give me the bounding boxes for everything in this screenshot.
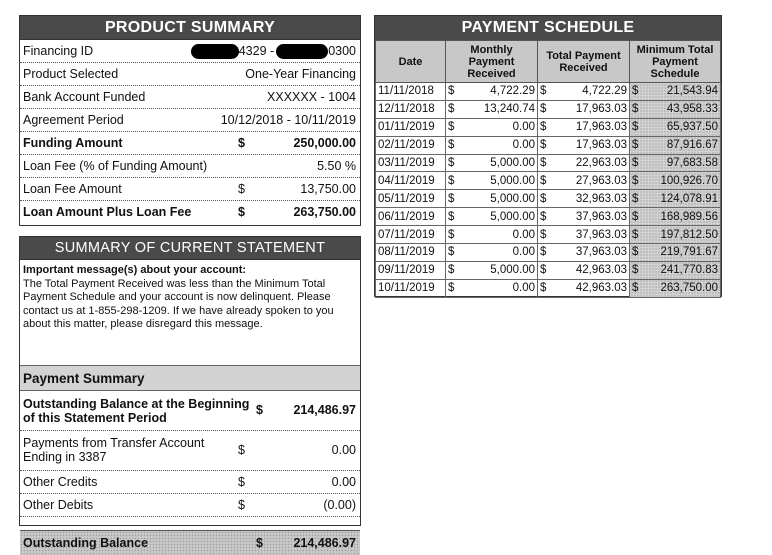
payment-schedule-panel <box>374 15 722 297</box>
schedule-date-cell: 10/11/2019 <box>376 279 446 297</box>
currency-symbol: $ <box>632 157 639 169</box>
redaction-bar <box>191 44 239 59</box>
total-payment-cell <box>538 279 630 297</box>
spacer <box>20 517 360 531</box>
payment-summary-heading: Payment Summary <box>20 365 360 391</box>
currency-symbol: $ <box>448 282 455 295</box>
header-date: Date <box>376 41 446 83</box>
total-payment-cell <box>538 172 630 190</box>
minimum-total-value: 197,812.50 <box>660 228 718 241</box>
monthly-payment-value: 0.00 <box>512 121 535 134</box>
product-selected-row <box>20 63 360 86</box>
schedule-header-row <box>376 41 721 83</box>
total-payment-cell <box>538 261 630 279</box>
currency-symbol: $ <box>540 85 547 98</box>
minimum-total-cell <box>630 118 721 136</box>
currency-symbol: $ <box>540 282 547 295</box>
other-debits-row <box>20 494 360 517</box>
minimum-total-value: 21,543.94 <box>666 85 718 98</box>
currency-symbol: $ <box>448 85 455 98</box>
loan-fee-amount-value: 13,750.00 <box>300 182 356 196</box>
message-title: Important message(s) about your account: <box>23 264 247 276</box>
currency-symbol: $ <box>632 210 639 223</box>
outstanding-balance-row <box>20 531 360 555</box>
currency-symbol: $ <box>448 228 455 241</box>
minimum-total-cell <box>630 136 721 154</box>
currency-symbol: $ <box>540 157 547 169</box>
total-payment-value: 27,963.03 <box>575 174 627 187</box>
total-payment-cell <box>538 208 630 226</box>
total-payment-cell <box>538 118 630 136</box>
loan-plus-fee-value: 263,750.00 <box>293 205 356 219</box>
schedule-date-cell: 03/11/2019 <box>376 154 446 172</box>
other-debits-label: Other Debits <box>23 498 94 512</box>
loan-plus-fee-currency: $ <box>238 205 245 219</box>
monthly-payment-value: 5,000.00 <box>490 210 535 223</box>
minimum-total-cell <box>630 172 721 190</box>
agreement-period-row <box>20 109 360 132</box>
currency-symbol: $ <box>448 121 455 134</box>
total-payment-value: 4,722.29 <box>582 85 627 98</box>
currency-symbol: $ <box>632 174 639 187</box>
currency-symbol: $ <box>540 192 547 205</box>
redaction-bar <box>276 44 328 59</box>
monthly-payment-value: 5,000.00 <box>490 157 535 169</box>
loan-fee-amount-label: Loan Fee Amount <box>23 182 122 196</box>
schedule-date-cell: 06/11/2019 <box>376 208 446 226</box>
schedule-title: PAYMENT SCHEDULE <box>375 16 721 40</box>
currency-symbol: $ <box>448 264 455 277</box>
product-selected-value: One-Year Financing <box>245 67 356 81</box>
table-row <box>376 154 721 172</box>
outstanding-begin-label: Outstanding Balance at the Beginning of this Statement Period <box>23 397 250 425</box>
monthly-payment-cell <box>446 83 538 101</box>
currency-symbol: $ <box>540 121 547 134</box>
product-selected-label: Product Selected <box>23 67 119 81</box>
total-payment-cell <box>538 136 630 154</box>
funding-amount-value: 250,000.00 <box>293 136 356 150</box>
funding-amount-row <box>20 132 360 155</box>
schedule-date-cell: 01/11/2019 <box>376 118 446 136</box>
total-payment-value: 17,963.03 <box>575 139 627 152</box>
currency-symbol: $ <box>540 174 547 187</box>
schedule-date-cell: 11/11/2018 <box>376 83 446 101</box>
monthly-payment-cell <box>446 226 538 244</box>
monthly-payment-cell <box>446 100 538 118</box>
other-credits-row <box>20 471 360 494</box>
outstanding-balance-currency: $ <box>256 536 263 550</box>
monthly-payment-value: 0.00 <box>512 282 535 295</box>
financing-id-row <box>20 40 360 63</box>
monthly-payment-cell <box>446 118 538 136</box>
minimum-total-value: 43,958.33 <box>666 103 718 116</box>
currency-symbol: $ <box>632 192 639 205</box>
loan-fee-pct-label: Loan Fee (% of Funding Amount) <box>23 159 208 173</box>
table-row <box>376 279 721 297</box>
other-debits-value: (0.00) <box>323 498 356 512</box>
minimum-total-value: 219,791.67 <box>660 246 718 259</box>
agreement-period-label: Agreement Period <box>23 113 124 127</box>
currency-symbol: $ <box>540 264 547 277</box>
product-summary-panel <box>19 15 361 226</box>
currency-symbol: $ <box>632 264 639 277</box>
total-payment-value: 22,963.03 <box>575 157 627 169</box>
loan-fee-amount-currency: $ <box>238 182 245 196</box>
currency-symbol: $ <box>448 139 455 152</box>
table-row <box>376 83 721 101</box>
monthly-payment-value: 5,000.00 <box>490 192 535 205</box>
minimum-total-value: 100,926.70 <box>660 174 718 187</box>
total-payment-value: 17,963.03 <box>575 121 627 134</box>
schedule-body <box>376 83 721 298</box>
total-payment-value: 37,963.03 <box>575 228 627 241</box>
transfer-payments-row <box>20 431 360 471</box>
outstanding-begin-row <box>20 391 360 431</box>
header-monthly-payment: Monthly Payment Received <box>446 41 538 83</box>
minimum-total-cell <box>630 208 721 226</box>
loan-fee-pct-row <box>20 155 360 178</box>
currency-symbol: $ <box>540 103 547 116</box>
schedule-date-cell: 02/11/2019 <box>376 136 446 154</box>
schedule-date-cell: 09/11/2019 <box>376 261 446 279</box>
table-row <box>376 261 721 279</box>
minimum-total-value: 124,078.91 <box>660 192 718 205</box>
bank-account-label: Bank Account Funded <box>23 90 146 104</box>
monthly-payment-cell <box>446 136 538 154</box>
other-credits-label: Other Credits <box>23 475 98 489</box>
minimum-total-value: 168,989.56 <box>660 210 718 223</box>
monthly-payment-value: 13,240.74 <box>483 103 535 116</box>
currency-symbol: $ <box>632 85 639 98</box>
current-statement-panel <box>19 236 361 550</box>
bank-account-row <box>20 86 360 109</box>
agreement-period-value: 10/12/2018 - 10/11/2019 <box>220 113 356 127</box>
currency-symbol: $ <box>448 246 455 259</box>
other-credits-value: 0.00 <box>331 475 356 489</box>
header-minimum-total: Minimum Total Payment Schedule <box>630 41 721 83</box>
total-payment-cell <box>538 100 630 118</box>
table-row <box>376 226 721 244</box>
table-row <box>376 118 721 136</box>
currency-symbol: $ <box>448 103 455 116</box>
monthly-payment-value: 4,722.29 <box>490 85 535 98</box>
schedule-date-cell: 07/11/2019 <box>376 226 446 244</box>
minimum-total-value: 263,750.00 <box>660 282 718 295</box>
minimum-total-cell <box>630 244 721 262</box>
loan-plus-fee-label: Loan Amount Plus Loan Fee <box>23 205 192 219</box>
bank-account-value: XXXXXX - 1004 <box>267 90 356 104</box>
monthly-payment-cell <box>446 172 538 190</box>
total-payment-value: 17,963.03 <box>575 103 627 116</box>
total-payment-value: 32,963.03 <box>575 192 627 205</box>
funding-amount-label: Funding Amount <box>23 136 123 150</box>
currency-symbol: $ <box>632 139 639 152</box>
currency-symbol: $ <box>632 282 639 295</box>
currency-symbol: $ <box>540 228 547 241</box>
currency-symbol: $ <box>448 192 455 205</box>
currency-symbol: $ <box>632 103 639 116</box>
loan-plus-fee-row <box>20 201 360 224</box>
schedule-date-cell: 12/11/2018 <box>376 100 446 118</box>
minimum-total-cell <box>630 100 721 118</box>
monthly-payment-cell <box>446 261 538 279</box>
minimum-total-cell <box>630 261 721 279</box>
total-payment-cell <box>538 190 630 208</box>
minimum-total-value: 87,916.67 <box>666 139 718 152</box>
table-row <box>376 172 721 190</box>
statement-title: SUMMARY OF CURRENT STATEMENT <box>20 237 360 260</box>
total-payment-cell <box>538 244 630 262</box>
monthly-payment-cell <box>446 244 538 262</box>
schedule-date-cell: 08/11/2019 <box>376 244 446 262</box>
currency-symbol: $ <box>540 139 547 152</box>
monthly-payment-cell <box>446 190 538 208</box>
table-row <box>376 244 721 262</box>
total-payment-value: 37,963.03 <box>575 246 627 259</box>
minimum-total-cell <box>630 83 721 101</box>
transfer-payments-label: Payments from Transfer Account Ending in 3387 <box>23 436 205 464</box>
message-body: The Total Payment Received was less than the Minimum Total Payment Schedule and your account is now delinquent. Please contact us at 1-855-298-1209. If we have already spoken to you about this matter, please disregard this message. <box>23 277 334 330</box>
account-message <box>20 260 360 365</box>
minimum-total-cell <box>630 279 721 297</box>
minimum-total-cell <box>630 190 721 208</box>
currency-symbol: $ <box>632 246 639 259</box>
monthly-payment-value: 0.00 <box>512 246 535 259</box>
monthly-payment-cell <box>446 154 538 172</box>
financing-id-label: Financing ID <box>23 44 94 58</box>
outstanding-balance-label: Outstanding Balance <box>23 536 149 550</box>
table-row <box>376 100 721 118</box>
other-debits-currency: $ <box>238 498 245 512</box>
product-summary-title: PRODUCT SUMMARY <box>20 16 360 40</box>
monthly-payment-value: 0.00 <box>512 228 535 241</box>
outstanding-begin-currency: $ <box>256 403 263 417</box>
minimum-total-cell <box>630 226 721 244</box>
currency-symbol: $ <box>448 210 455 223</box>
monthly-payment-cell <box>446 279 538 297</box>
total-payment-value: 42,963.03 <box>575 264 627 277</box>
loan-fee-pct-value: 5.50 % <box>317 159 356 173</box>
loan-fee-amount-row <box>20 178 360 201</box>
monthly-payment-value: 5,000.00 <box>490 174 535 187</box>
minimum-total-cell <box>630 154 721 172</box>
monthly-payment-value: 5,000.00 <box>490 264 535 277</box>
total-payment-cell <box>538 226 630 244</box>
transfer-payments-value: 0.00 <box>331 443 356 457</box>
currency-symbol: $ <box>632 228 639 241</box>
total-payment-cell <box>538 83 630 101</box>
schedule-date-cell: 04/11/2019 <box>376 172 446 190</box>
total-payment-value: 37,963.03 <box>575 210 627 223</box>
total-payment-cell <box>538 154 630 172</box>
table-row <box>376 208 721 226</box>
funding-amount-currency: $ <box>238 136 245 150</box>
payment-schedule-table <box>375 40 721 298</box>
financing-id-value: 4329 - 0300 <box>191 40 356 62</box>
currency-symbol: $ <box>632 121 639 134</box>
monthly-payment-cell <box>446 208 538 226</box>
outstanding-begin-value: 214,486.97 <box>293 403 356 417</box>
minimum-total-value: 97,683.58 <box>666 157 718 169</box>
monthly-payment-value: 0.00 <box>512 139 535 152</box>
transfer-payments-currency: $ <box>238 443 245 457</box>
table-row <box>376 136 721 154</box>
currency-symbol: $ <box>448 174 455 187</box>
schedule-date-cell: 05/11/2019 <box>376 190 446 208</box>
total-payment-value: 42,963.03 <box>575 282 627 295</box>
other-credits-currency: $ <box>238 475 245 489</box>
minimum-total-value: 65,937.50 <box>666 121 718 134</box>
outstanding-balance-value: 214,486.97 <box>293 536 356 550</box>
currency-symbol: $ <box>540 246 547 259</box>
header-total-payment: Total Payment Received <box>538 41 630 83</box>
minimum-total-value: 241,770.83 <box>660 264 718 277</box>
currency-symbol: $ <box>540 210 547 223</box>
currency-symbol: $ <box>448 157 455 169</box>
table-row <box>376 190 721 208</box>
